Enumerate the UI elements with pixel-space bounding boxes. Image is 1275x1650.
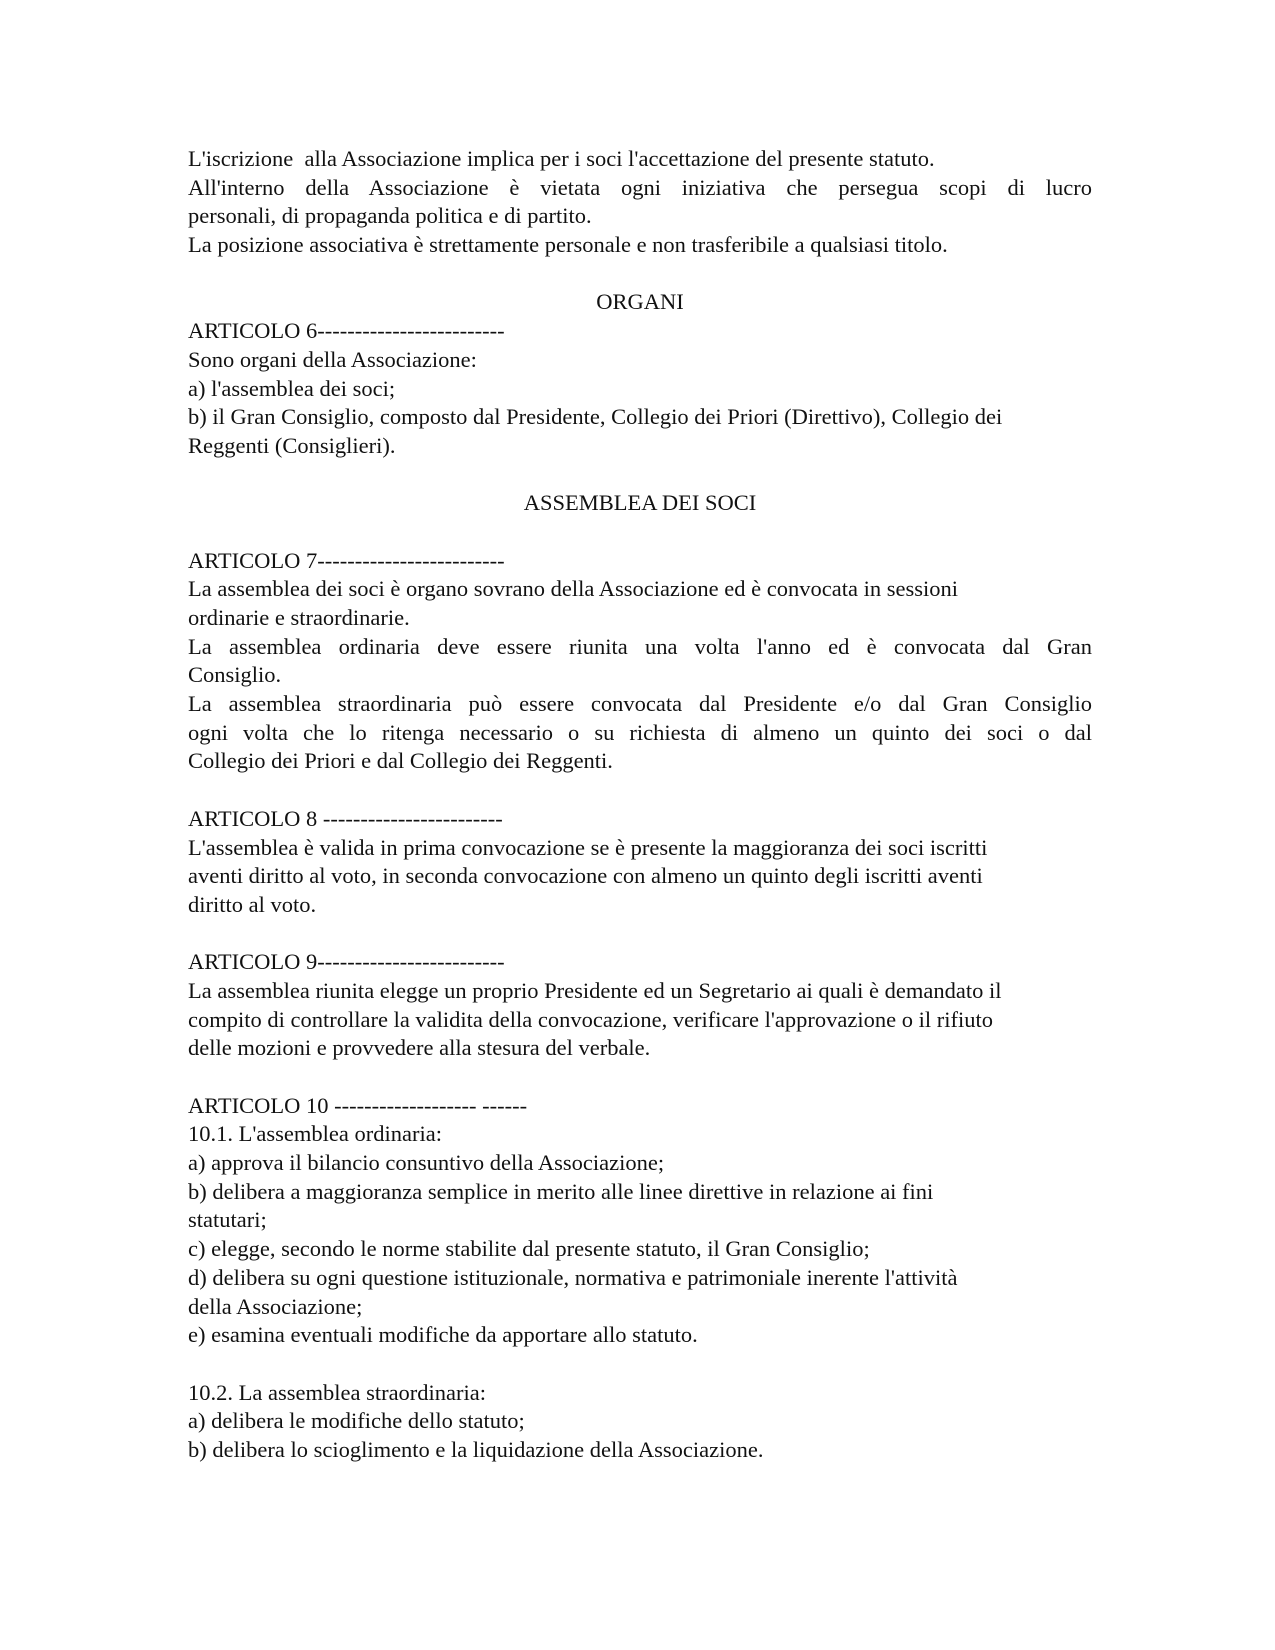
article-8-line-1: L'assemblea è valida in prima convocazione se è presente la maggioranza dei soci iscritti (188, 834, 988, 860)
article-9-line-1: La assemblea riunita elegge un proprio Presidente ed un Segretario ai quali è demandato il (188, 977, 1002, 1003)
article-7-title: ARTICOLO 7------------------------- (188, 547, 505, 573)
article-7-line-1: La assemblea dei soci è organo sovrano della Associazione ed è convocata in sessioni (188, 576, 958, 602)
article-10-1-item-e: e) esamina eventuali modifiche da apportare allo statuto. (188, 1322, 698, 1348)
article-9-line-3: delle mozioni e provvedere alla stesura del verbale. (188, 1035, 651, 1061)
intro-line-1: L'iscrizione alla Associazione implica per i soci l'accettazione del presente statuto. (188, 146, 935, 171)
article-10-1-item-d-2: della Associazione; (188, 1293, 363, 1319)
article-10-2-title: 10.2. La assemblea straordinaria: (188, 1379, 487, 1405)
article-9-line-2: compito di controllare la validita della convocazione, verificare l'approvazione o il rifiuto (188, 1006, 993, 1032)
article-10-1-item-b-1: b) delibera a maggioranza semplice in merito alle linee direttive in relazione ai fini (188, 1178, 934, 1204)
article-6-title: ARTICOLO 6------------------------- (188, 318, 505, 344)
article-7-line-2: ordinarie e straordinarie. (188, 605, 410, 630)
article-8-line-2: aventi diritto al voto, in seconda convocazione con almeno un quinto degli iscritti aventi (188, 863, 983, 889)
section-heading-organi: ORGANI (596, 289, 684, 315)
article-7-line-4: Consiglio. (188, 662, 282, 688)
article-7-line-6: ogni volta che lo ritenga necessario o su richiesta di almeno un quinto dei soci o dal (188, 719, 1092, 745)
spacer (188, 920, 1092, 949)
document-page (188, 145, 1092, 1465)
article-7-line-5: La assemblea straordinaria può essere convocata dal Presidente e/o dal Gran Consiglio (188, 691, 1092, 717)
intro-line-4: La posizione associativa è strettamente personale e non trasferibile a qualsiasi titolo. (188, 232, 948, 258)
article-7-line-7: Collegio dei Priori e dal Collegio dei Reggenti. (188, 748, 613, 774)
article-9-title: ARTICOLO 9------------------------- (188, 949, 505, 975)
section-heading-assemblea: ASSEMBLEA DEI SOCI (523, 490, 757, 516)
article-8-line-3: diritto al voto. (188, 891, 317, 917)
article-6-line-4: Reggenti (Consiglieri). (188, 432, 396, 458)
article-10-1-item-a: a) approva il bilancio consuntivo della Associazione; (188, 1150, 665, 1176)
article-7-line-3: La assemblea ordinaria deve essere riunita una volta l'anno ed è convocata dal Gran (188, 633, 1092, 659)
article-10-1-title: 10.1. L'assemblea ordinaria: (188, 1121, 442, 1147)
article-10-2-item-a: a) delibera le modifiche dello statuto; (188, 1408, 525, 1434)
spacer (188, 260, 1092, 289)
article-10-1-item-c: c) elegge, secondo le norme stabilite dal presente statuto, il Gran Consiglio; (188, 1236, 870, 1262)
article-10-title: ARTICOLO 10 ------------------- ------ (188, 1092, 528, 1118)
article-6-line-1: Sono organi della Associazione: (188, 346, 477, 372)
intro-line-3: personali, di propaganda politica e di partito. (188, 203, 592, 229)
spacer (188, 518, 1092, 547)
article-10-1-item-d-1: d) delibera su ogni questione istituzionale, normativa e patrimoniale inerente l'attività (188, 1264, 958, 1290)
spacer (188, 461, 1092, 490)
spacer (188, 776, 1092, 805)
spacer (188, 1063, 1092, 1092)
article-10-2-item-b: b) delibera lo scioglimento e la liquidazione della Associazione. (188, 1436, 764, 1462)
spacer (188, 1350, 1092, 1379)
article-6-line-2: a) l'assemblea dei soci; (188, 375, 396, 401)
article-6-line-3: b) il Gran Consiglio, composto dal Presidente, Collegio dei Priori (Direttivo), Collegio dei (188, 404, 1003, 430)
intro-line-2: All'interno della Associazione è vietata ogni iniziativa che persegua scopi di lucro (188, 174, 1092, 200)
article-10-1-item-b-2: statutari; (188, 1207, 267, 1233)
article-8-title: ARTICOLO 8 ------------------------ (188, 805, 503, 831)
